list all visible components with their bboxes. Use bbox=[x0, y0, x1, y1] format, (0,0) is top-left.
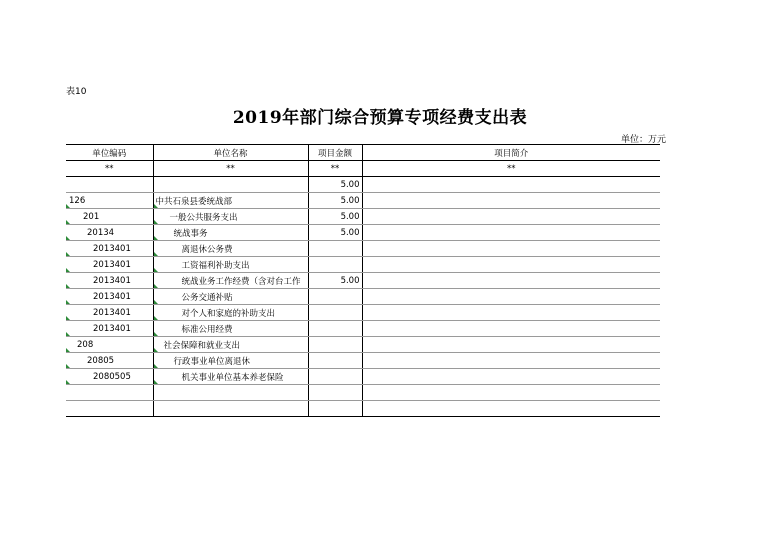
unit-name-cell: 一般公共服务支出 bbox=[153, 209, 308, 225]
cell-marker-icon bbox=[154, 220, 158, 224]
amount-cell bbox=[308, 401, 362, 417]
unit-name-cell: 工资福利补助支出 bbox=[153, 257, 308, 273]
cell-marker-icon bbox=[154, 364, 158, 368]
amount-cell bbox=[308, 305, 362, 321]
unit-code-cell: 2013401 bbox=[66, 305, 153, 321]
amount-cell: 5.00 bbox=[308, 273, 362, 289]
amount-cell bbox=[308, 337, 362, 353]
description-cell bbox=[362, 257, 660, 273]
cell-marker-icon bbox=[66, 380, 70, 384]
expenditure-table bbox=[66, 144, 660, 417]
placeholder-cell: ** bbox=[153, 161, 308, 177]
unit-code-cell: 2013401 bbox=[66, 289, 153, 305]
cell-marker-icon bbox=[154, 332, 158, 336]
page-title: 2019年部门综合预算专项经费支出表 bbox=[232, 108, 528, 128]
unit-name-cell: 中共石泉县委统战部 bbox=[153, 193, 308, 209]
unit-name-cell: 社会保障和就业支出 bbox=[153, 337, 308, 353]
description-cell bbox=[362, 385, 660, 401]
cell-marker-icon bbox=[154, 204, 158, 208]
unit-name-cell: 统战业务工作经费（含对台工作 bbox=[153, 273, 308, 289]
unit-code-cell: 20134 bbox=[66, 225, 153, 241]
placeholder-cell: ** bbox=[66, 161, 153, 177]
unit-code-cell bbox=[66, 177, 153, 193]
table-row bbox=[66, 321, 660, 337]
table-row bbox=[66, 225, 660, 241]
cell-marker-icon bbox=[66, 220, 70, 224]
header-unit-name: 单位名称 bbox=[153, 145, 308, 161]
description-cell bbox=[362, 321, 660, 337]
cell-marker-icon bbox=[66, 252, 70, 256]
amount-cell: 5.00 bbox=[308, 225, 362, 241]
amount-cell bbox=[308, 353, 362, 369]
unit-name-cell: 行政事业单位离退休 bbox=[153, 353, 308, 369]
table-row bbox=[66, 401, 660, 417]
unit-name-cell: 离退休公务费 bbox=[153, 241, 308, 257]
description-cell bbox=[362, 209, 660, 225]
table-row bbox=[66, 241, 660, 257]
cell-marker-icon bbox=[154, 300, 158, 304]
unit-name-cell: 对个人和家庭的补助支出 bbox=[153, 305, 308, 321]
table-number: 表10 bbox=[66, 87, 87, 97]
amount-cell: 5.00 bbox=[308, 177, 362, 193]
unit-code-cell: 201 bbox=[66, 209, 153, 225]
header-unit-code: 单位编码 bbox=[66, 145, 153, 161]
unit-code-cell: 126 bbox=[66, 193, 153, 209]
description-cell bbox=[362, 225, 660, 241]
cell-marker-icon bbox=[154, 284, 158, 288]
amount-cell: 5.00 bbox=[308, 193, 362, 209]
unit-name-cell bbox=[153, 385, 308, 401]
cell-marker-icon bbox=[66, 364, 70, 368]
table-row bbox=[66, 385, 660, 401]
table-row bbox=[66, 257, 660, 273]
unit-code-cell: 2080505 bbox=[66, 369, 153, 385]
description-cell bbox=[362, 289, 660, 305]
unit-code-cell: 208 bbox=[66, 337, 153, 353]
description-cell bbox=[362, 337, 660, 353]
table-row bbox=[66, 369, 660, 385]
header-description: 项目简介 bbox=[362, 145, 660, 161]
unit-name-cell: 统战事务 bbox=[153, 225, 308, 241]
unit-name-cell: 标准公用经费 bbox=[153, 321, 308, 337]
description-cell bbox=[362, 353, 660, 369]
amount-cell bbox=[308, 241, 362, 257]
placeholder-cell: ** bbox=[308, 161, 362, 177]
amount-cell bbox=[308, 321, 362, 337]
unit-code-cell: 2013401 bbox=[66, 321, 153, 337]
amount-cell bbox=[308, 369, 362, 385]
cell-marker-icon bbox=[154, 348, 158, 352]
cell-marker-icon bbox=[154, 268, 158, 272]
cell-marker-icon bbox=[66, 268, 70, 272]
unit-code-cell bbox=[66, 385, 153, 401]
amount-cell: 5.00 bbox=[308, 209, 362, 225]
cell-marker-icon bbox=[154, 316, 158, 320]
cell-marker-icon bbox=[66, 348, 70, 352]
unit-name-cell bbox=[153, 177, 308, 193]
table-row bbox=[66, 209, 660, 225]
cell-marker-icon bbox=[154, 236, 158, 240]
placeholder-row bbox=[66, 161, 660, 177]
header-amount: 项目金额 bbox=[308, 145, 362, 161]
cell-marker-icon bbox=[66, 332, 70, 336]
cell-marker-icon bbox=[66, 300, 70, 304]
unit-code-cell: 2013401 bbox=[66, 241, 153, 257]
description-cell bbox=[362, 369, 660, 385]
unit-code-cell bbox=[66, 401, 153, 417]
cell-marker-icon bbox=[154, 252, 158, 256]
table-row bbox=[66, 193, 660, 209]
table-row bbox=[66, 305, 660, 321]
cell-marker-icon bbox=[66, 204, 70, 208]
table-row bbox=[66, 289, 660, 305]
placeholder-cell: ** bbox=[362, 161, 660, 177]
description-cell bbox=[362, 273, 660, 289]
cell-marker-icon bbox=[66, 284, 70, 288]
cell-marker-icon bbox=[154, 380, 158, 384]
unit-code-cell: 2013401 bbox=[66, 257, 153, 273]
unit-name-cell: 公务交通补贴 bbox=[153, 289, 308, 305]
amount-cell bbox=[308, 257, 362, 273]
description-cell bbox=[362, 177, 660, 193]
table-row bbox=[66, 273, 660, 289]
table-row bbox=[66, 337, 660, 353]
cell-marker-icon bbox=[66, 236, 70, 240]
table-header-row bbox=[66, 145, 660, 161]
amount-cell bbox=[308, 385, 362, 401]
unit-code-cell: 20805 bbox=[66, 353, 153, 369]
description-cell bbox=[362, 241, 660, 257]
cell-marker-icon bbox=[66, 316, 70, 320]
table-row bbox=[66, 177, 660, 193]
unit-label: 单位：万元 bbox=[620, 135, 666, 145]
unit-code-cell: 2013401 bbox=[66, 273, 153, 289]
description-cell bbox=[362, 401, 660, 417]
table-row bbox=[66, 353, 660, 369]
unit-name-cell: 机关事业单位基本养老保险 bbox=[153, 369, 308, 385]
unit-name-cell bbox=[153, 401, 308, 417]
amount-cell bbox=[308, 289, 362, 305]
description-cell bbox=[362, 305, 660, 321]
description-cell bbox=[362, 193, 660, 209]
